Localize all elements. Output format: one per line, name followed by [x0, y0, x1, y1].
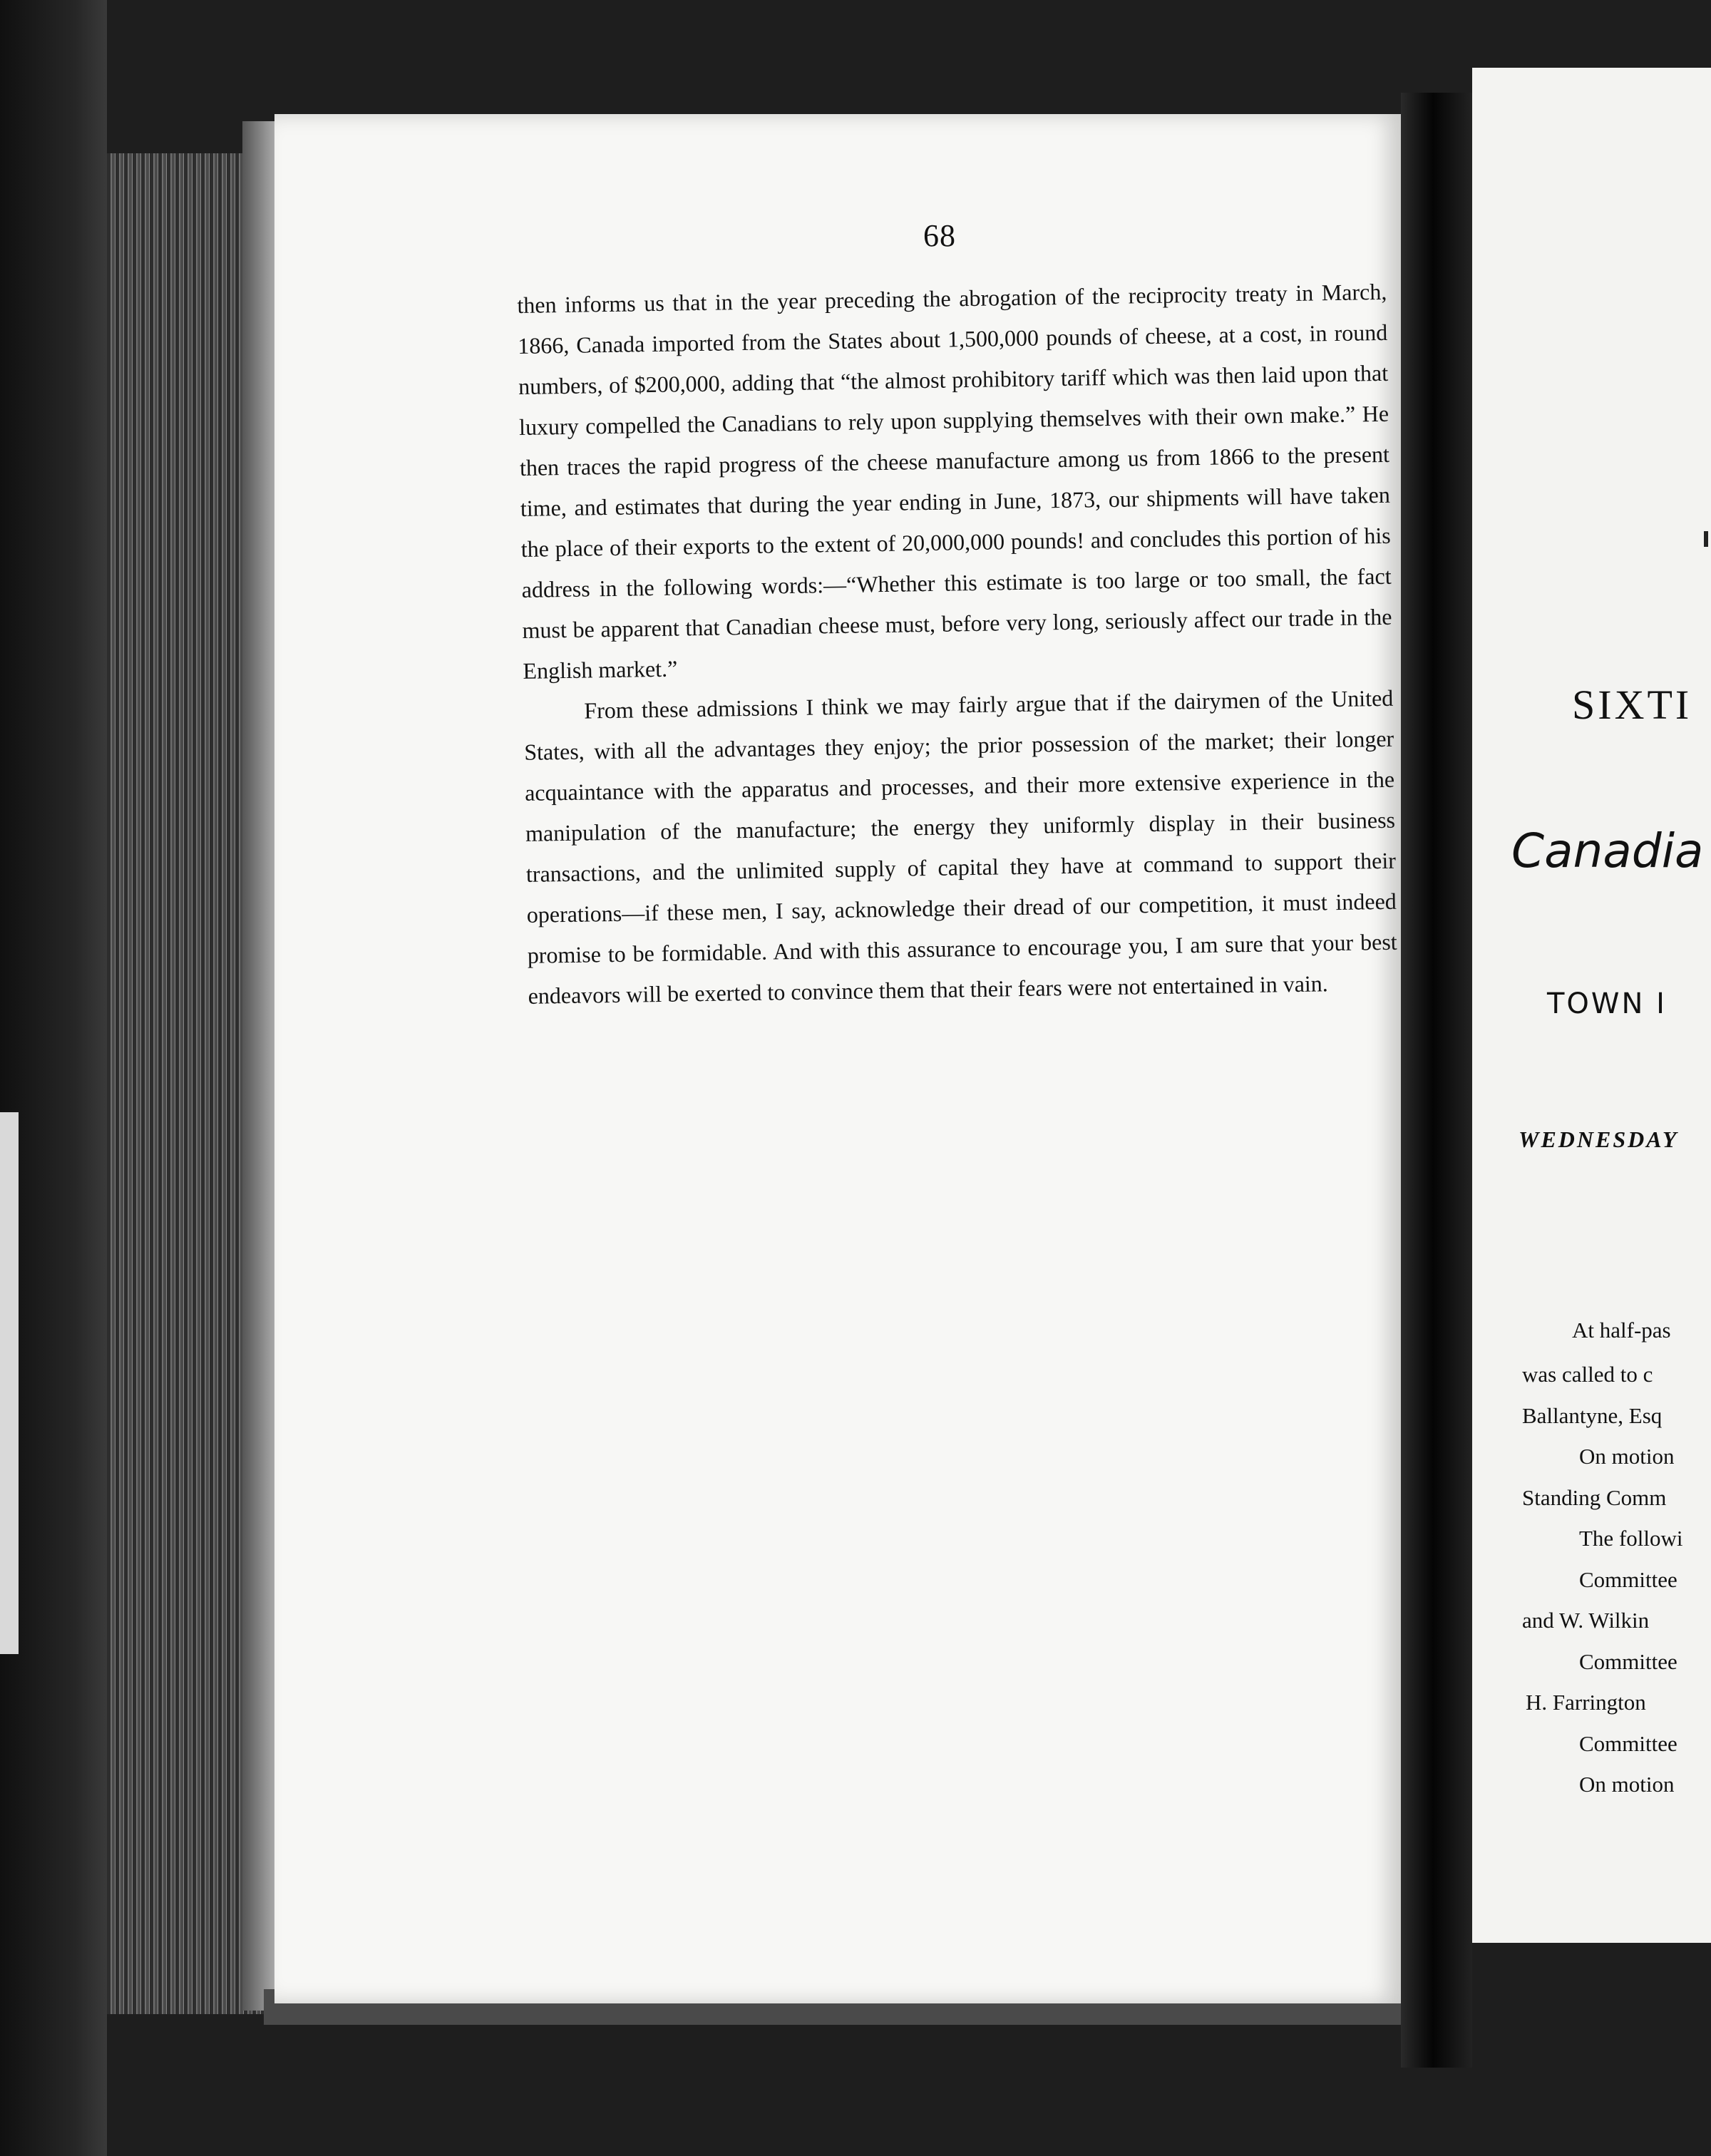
scanner-edge-strip: [0, 1112, 19, 1654]
left-page-text: [517, 272, 1398, 1017]
right-heading-association: Canadia: [1511, 823, 1704, 878]
right-heading-title: SIXTI: [1572, 682, 1692, 728]
right-heading-day: WEDNESDAY: [1519, 1126, 1679, 1152]
scanner-frame-left: [0, 0, 107, 2156]
right-line: Standing Comm: [1522, 1485, 1667, 1510]
right-line: Committee: [1579, 1567, 1677, 1592]
right-line: was called to c: [1522, 1362, 1653, 1387]
page-number: 68: [923, 218, 956, 253]
right-line: Committee: [1579, 1731, 1677, 1756]
right-line: H. Farrington: [1526, 1690, 1646, 1715]
right-page-mark: [1704, 531, 1708, 547]
book-gutter: [1401, 93, 1472, 2068]
paragraph-2: From these admissions I think we may fairly argue that if the dairymen of the United States, with all the advantages they enjoy; the prior possession of the market; their longer acquaintance with the apparatus and processes, and their more extensive experience in the manipulation of the manufacture; the energy they uniformly display in their business transactions, and the unlimited supply of capital they have at command to support their operations—if these men, I say, acknowledge their dread of our competition, it must indeed promise to be formidable. And with this assurance to encourage you, I am sure that your best endeavors will be exerted to convince them that their fears were not entertained in vain.: [524, 684, 1397, 1009]
paragraph-1: then informs us that in the year preceding the abrogation of the reciprocity treaty in March, 1866, Canada imported from the States about 1,500,000 pounds of cheese, at a cost, in round numbers, of $200,000, adding that “the almost prohibitory tariff which was then laid upon that luxury compelled the Canadians to rely upon supplying themselves with their own make.” He then traces the rapid progress of the cheese manufacture among us from 1866 to the present time, and estimates that during the year ending in June, 1873, our shipments will have taken the place of their exports to the extent of 20,000,000 pounds! and concludes this portion of his address in the following words:—“Whether this estimate is too large or too small, the fact must be apparent that Canadian cheese must, before very long, seriously affect our trade in the English market.”: [517, 278, 1392, 684]
right-line: On motion: [1579, 1444, 1675, 1469]
right-line: On motion: [1579, 1772, 1675, 1797]
book-page-edge-inner: [242, 121, 274, 2011]
right-line: Committee: [1579, 1649, 1677, 1674]
right-line: The followi: [1579, 1526, 1683, 1551]
right-line: At half-pas: [1572, 1318, 1671, 1343]
right-line: Ballantyne, Esq: [1522, 1403, 1663, 1428]
right-heading-place: TOWN I: [1547, 987, 1667, 1020]
right-line: and W. Wilkin: [1522, 1608, 1650, 1633]
